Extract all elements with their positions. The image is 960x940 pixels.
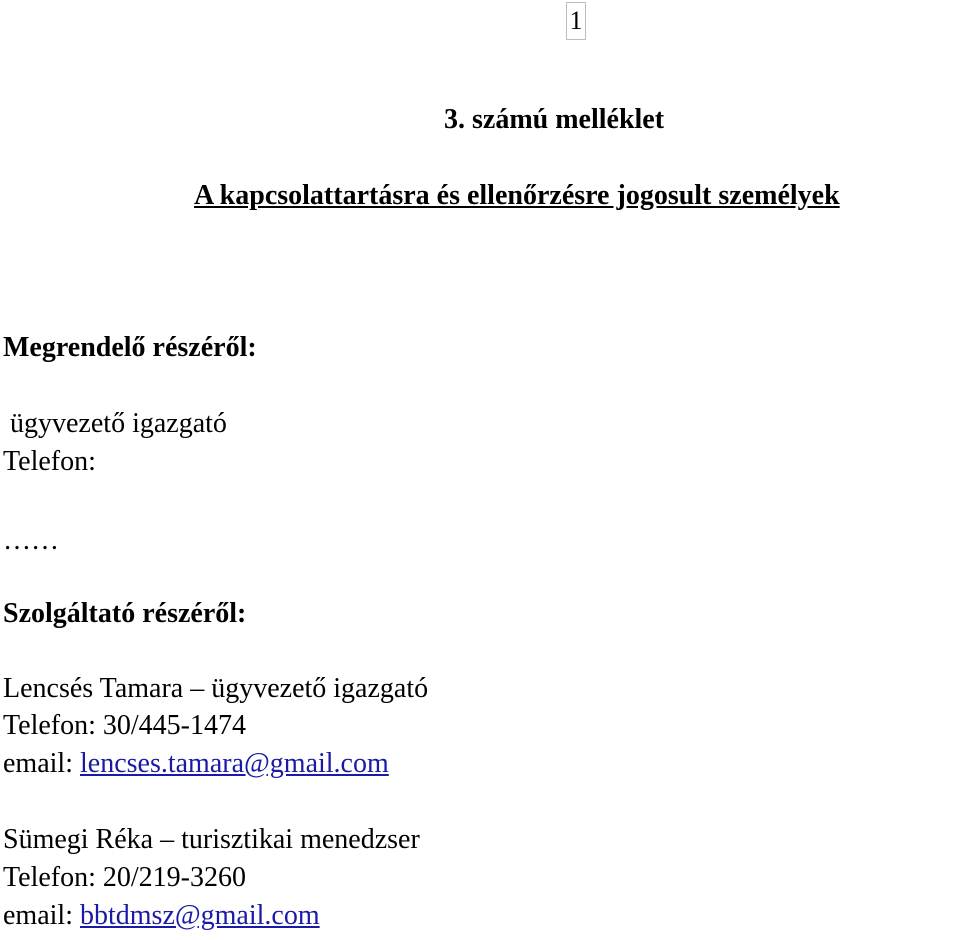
client-placeholder: …… (3, 525, 59, 556)
contact-2-email-row (3, 897, 320, 935)
contact-1-email-link[interactable]: lencses.tamara@gmail.com (79, 748, 389, 779)
contact-1-email-row (3, 745, 389, 783)
client-role: ügyvezető igazgató (10, 408, 227, 439)
contact-2-phone: Telefon: 20/219-3260 (3, 862, 246, 893)
contact-1-phone: Telefon: 30/445-1474 (3, 710, 246, 741)
page-number: 1 (566, 2, 586, 40)
client-heading: Megrendelő részéről: (3, 332, 257, 363)
contact-1-name-role: Lencsés Tamara – ügyvezető igazgató (3, 673, 429, 704)
contact-1-email-label: email: (3, 748, 73, 779)
contact-2-email-link[interactable]: bbtdmsz@gmail.com (79, 900, 320, 931)
annex-label: 3. számú melléklet (444, 104, 665, 135)
contact-2-email-label: email: (3, 900, 73, 931)
provider-heading: Szolgáltató részéről: (3, 598, 247, 629)
document-title: A kapcsolattartásra és ellenőrzésre jogosult személyek (194, 180, 840, 211)
contact-2-name-role: Sümegi Réka – turisztikai menedzser (3, 824, 420, 855)
client-phone-label: Telefon: (3, 446, 96, 477)
